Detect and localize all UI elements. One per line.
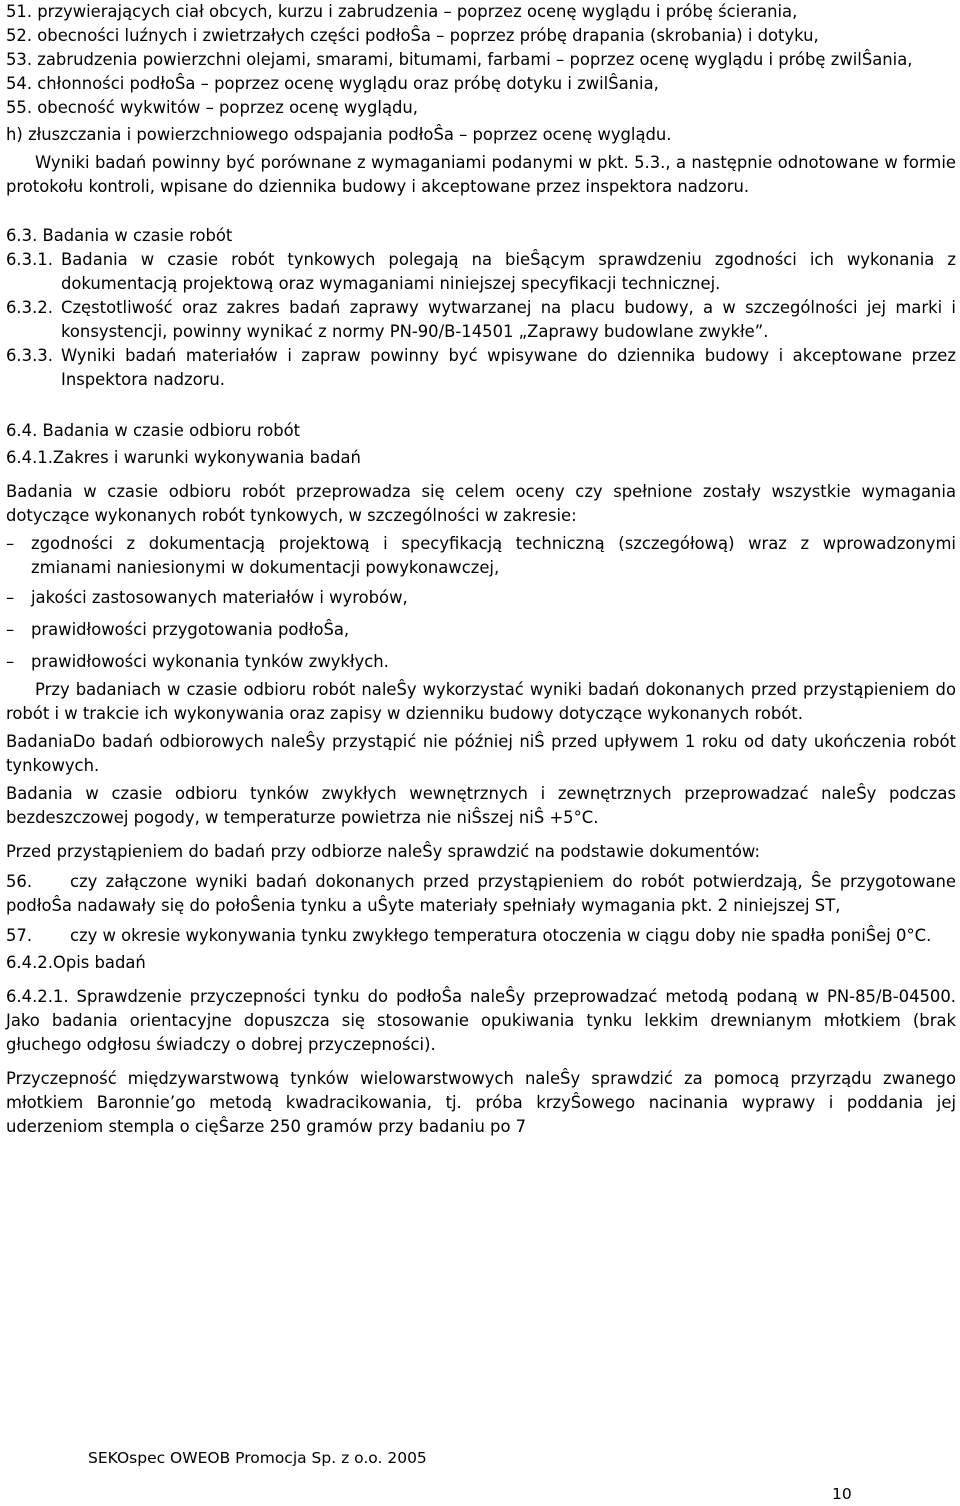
paragraph-documents: Przed przystąpieniem do badań przy odbiorze naleŜy sprawdzić na podstawie dokumentów: bbox=[6, 842, 760, 861]
item-6-3-1 bbox=[6, 248, 956, 296]
scope-item-text: prawidłowości przygotowania podłoŜa, bbox=[31, 620, 350, 639]
document-page bbox=[6, 0, 956, 1139]
section-6-3-heading: 6.3. Badania w czasie robót bbox=[6, 226, 233, 245]
scope-item-1 bbox=[6, 532, 956, 580]
item-6-3-3 bbox=[6, 344, 956, 392]
item-number: 6.3.3. bbox=[6, 346, 53, 365]
criterion-h: h) złuszczania i powierzchniowego odspajania podłoŜa – poprzez ocenę wyglądu. bbox=[6, 125, 672, 144]
subsection-6-4-1-heading: 6.4.1.Zakres i warunki wykonywania badań bbox=[6, 448, 361, 467]
page-number: 10 bbox=[832, 1485, 852, 1503]
item-number: 6.3.1. bbox=[6, 250, 53, 269]
item-number: 6.3.2. bbox=[6, 298, 53, 317]
check-text bbox=[6, 924, 956, 948]
dash-bullet: – bbox=[6, 652, 15, 671]
item-6-3-2 bbox=[6, 296, 956, 344]
check-body: czy w okresie wykonywania tynku zwykłego temperatura otoczenia w ciągu doby nie spadła poniŜej 0°C. bbox=[70, 926, 932, 945]
criterion-51: 51. przywierających ciał obcych, kurzu i zabrudzenia – poprzez ocenę wyglądu i próbę ścierania, bbox=[6, 2, 798, 21]
item-text: Wyniki badań materiałów i zapraw powinny być wpisywane do dziennika budowy i akceptowane przez Inspektora nadzoru. bbox=[61, 346, 956, 389]
criterion-55: 55. obecność wykwitów – poprzez ocenę wyglądu, bbox=[6, 98, 419, 117]
paragraph-adhesion-test: 6.4.2.1. Sprawdzenie przyczepności tynku do podłoŜa naleŜy przeprowadzać metodą podaną w PN-85/B-04500. Jako badania orientacyjne dopuszcza się stosowanie opukiwania tynku lekkim drewnianym młotkiem (brak głuchego odgłosu świadczy o dobrej przyczepności). bbox=[6, 987, 956, 1054]
scope-item-text: prawidłowości wykonania tynków zwykłych. bbox=[31, 652, 389, 671]
subsection-6-4-2-heading: 6.4.2.Opis badań bbox=[6, 953, 146, 972]
dash-bullet: – bbox=[6, 620, 15, 639]
section-6-4-heading: 6.4. Badania w czasie odbioru robót bbox=[6, 421, 301, 440]
scope-item-text: zgodności z dokumentacją projektową i specyfikacją techniczną (szczegółową) wraz z wprowadzonymi zmianami naniesionymi w dokumentacji powykonawczej, bbox=[31, 534, 956, 577]
scope-item-text: jakości zastosowanych materiałów i wyrobów, bbox=[31, 588, 408, 607]
scope-item-4 bbox=[6, 650, 956, 674]
scope-item-3 bbox=[6, 618, 956, 642]
check-body: czy załączone wyniki badań dokonanych przed przystąpieniem do robót potwierdzają, Ŝe przygotowane podłoŜa nadawały się do połoŜenia tynku a uŜyte materiały spełniały wymagania pkt. 2 niniejszej ST, bbox=[6, 872, 956, 915]
criterion-54: 54. chłonności podłoŜa – poprzez ocenę wyglądu oraz próbę dotyku i zwilŜania, bbox=[6, 74, 659, 93]
paragraph-timing: BadaniaDo badań odbiorowych naleŜy przystąpić nie później niŜ przed upływem 1 roku od daty ukończenia robót tynkowych. bbox=[6, 732, 956, 775]
paragraph-interlayer-adhesion: Przyczepność międzywarstwową tynków wielowarstwowych naleŜy sprawdzić za pomocą przyrządu zwanego młotkiem Baronnie’go metodą kwadracikowania, tj. próba krzyŜowego nacinania wyprawy i poddania jej uderzeniom stempla o cięŜarze 250 gramów przy badaniu po 7 bbox=[6, 1069, 956, 1136]
item-text: Badania w czasie robót tynkowych polegają na bieŜącym sprawdzeniu zgodności ich wykonania z dokumentacją projektową oraz wymaganiami niniejszej specyfikacji technicznej. bbox=[61, 250, 956, 293]
item-text: Częstotliwość oraz zakres badań zaprawy wytwarzanej na placu budowy, a w szczególności jej marki i konsystencji, powinny wynikać z normy PN-90/B-14501 „Zaprawy budowlane zwykłe”. bbox=[61, 298, 956, 341]
results-paragraph: Wyniki badań powinny być porównane z wymaganiami podanymi w pkt. 5.3., a następnie odnotowane w formie protokołu kontroli, wpisane do dziennika budowy i akceptowane przez inspektora nadzoru. bbox=[6, 153, 956, 196]
criterion-53: 53. zabrudzenia powierzchni olejami, smarami, bitumami, farbami – poprzez ocenę wyglądu i próbę zwilŜania, bbox=[6, 50, 913, 69]
dash-bullet: – bbox=[6, 534, 15, 553]
scope-item-2 bbox=[6, 586, 956, 610]
footer-publisher: SEKOspec OWEOB Promocja Sp. z o.o. 2005 bbox=[88, 1449, 427, 1467]
dash-bullet: – bbox=[6, 588, 15, 607]
check-57 bbox=[6, 924, 956, 948]
paragraph-weather: Badania w czasie odbioru tynków zwykłych wewnętrznych i zewnętrznych przeprowadzać naleŜy podczas bezdeszczowej pogody, w temperaturze powietrza nie niŜszej niŜ +5°C. bbox=[6, 784, 956, 827]
check-number: 56. bbox=[6, 872, 33, 891]
paragraph-previous-results: Przy badaniach w czasie odbioru robót naleŜy wykorzystać wyniki badań dokonanych przed przystąpieniem do robót i w trakcie ich wykonywania oraz zapisy w dzienniku budowy dotyczące wykonanych robót. bbox=[6, 680, 956, 723]
odbior-intro: Badania w czasie odbioru robót przeprowadza się celem oceny czy spełnione zostały wszystkie wymagania dotyczące wykonanych robót tynkowych, w szczególności w zakresie: bbox=[6, 482, 956, 525]
check-56 bbox=[6, 870, 956, 918]
criterion-52: 52. obecności luźnych i zwietrzałych części podłoŜa – poprzez próbę drapania (skrobania) i dotyku, bbox=[6, 26, 819, 45]
check-text bbox=[6, 870, 956, 918]
check-number: 57. bbox=[6, 926, 33, 945]
